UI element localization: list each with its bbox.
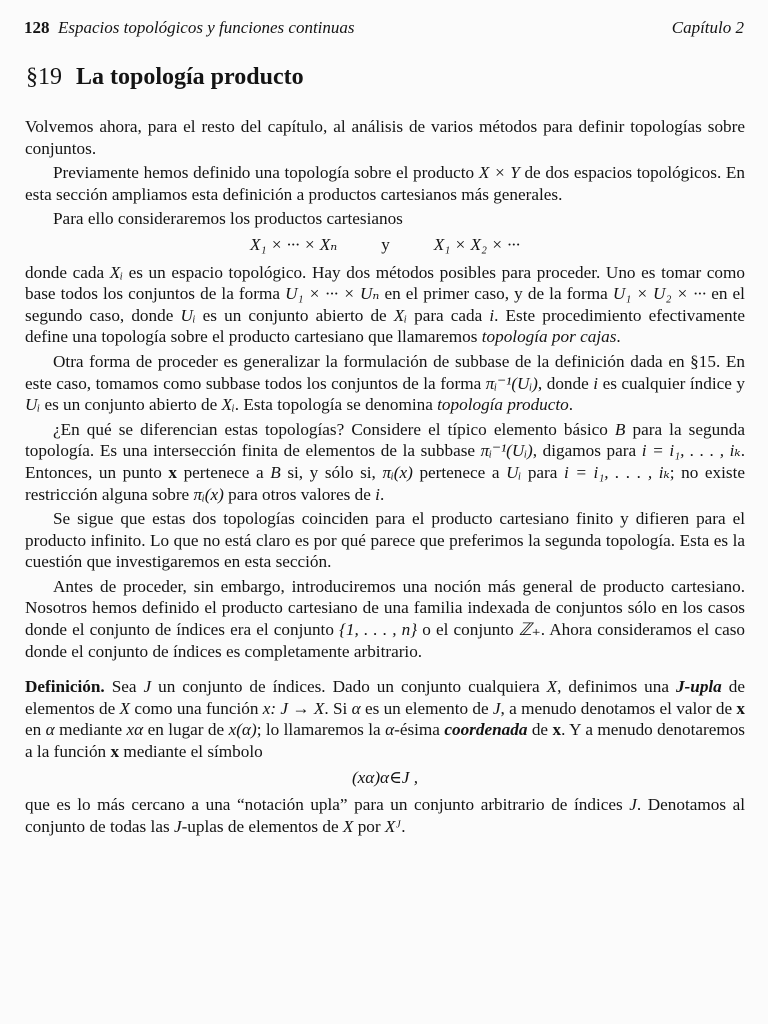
math-inline: i = i₁, . . . , iₖ [641,441,741,461]
text: ; no existe restricción alguna sobre [25,462,746,504]
math-inline: X [342,816,354,836]
math-bold: x [168,462,177,482]
text: . [401,816,406,836]
section-heading [26,64,304,91]
text: pertenece a [177,462,271,482]
text: como una función [130,698,263,718]
text: mediante el símbolo [119,742,263,762]
math-inline: i [593,373,599,393]
text: . [568,395,574,415]
defined-term: topología producto [437,395,569,415]
math-bold: x [110,742,120,762]
text: por [353,816,385,836]
paragraph-7: Se sigue que estas dos topologías coinciden para el producto cartesiano finito y difieren para el producto infinito. Lo que no está claro es por qué parece que preferimos la segunda topología. Esta es la cuestión que investigaremos en esta sección. [25,509,745,572]
math-inline: Xᵢ [393,305,407,325]
math-inline: U₁ × U₂ × ··· [612,284,707,304]
math-inline: Uᵢ [180,305,196,325]
paragraph-1: Volvemos ahora, para el resto del capítulo, al análisis de varios métodos para definir topologías sobre conjuntos. [25,117,745,158]
text: para cada [407,305,490,325]
math-bold: x [736,698,745,718]
text: es un elemento de [360,698,493,718]
math-inline: Xᵢ [221,395,235,415]
display-right: X₁ × X₂ × ··· [433,234,521,254]
math-inline: Xᴶ [384,816,402,836]
math-inline: x: J → X [262,698,325,718]
definition-label: Definición. [25,677,105,697]
text: . Este procedimiento efectivamente define una topología sobre el producto cartesiano que llamaremos [25,305,745,347]
display-equation-2: (xα)α∈J , [351,767,419,787]
math-inline: i = i₁, . . . , iₖ [564,462,670,482]
text: Previamente hemos definido una topología sobre el producto [53,163,479,183]
text: . [616,327,621,347]
section-title: La topología producto [76,64,304,90]
math-inline: ℤ₊ [518,620,541,640]
section-number: §19 [26,64,62,90]
paragraph-8 [25,576,745,662]
math-inline: Uᵢ [506,462,522,482]
paragraph-6 [25,419,745,505]
text: -ésima [394,720,445,740]
math-inline: X × Y [478,163,520,183]
math-inline: X [119,698,131,718]
math-inline: Xᵢ [109,262,123,282]
text: . Esta topología se denomina [234,395,438,415]
text: es un conjunto abierto de [195,305,394,325]
defined-term: coordenada [444,720,528,740]
math-inline: α [45,720,55,740]
text: de [527,720,553,740]
math-inline: J [492,698,501,718]
math-inline: πᵢ⁻¹(Uᵢ) [480,441,533,461]
text: si, y sólo si, [280,462,383,482]
math-inline: i [375,484,380,504]
math-inline: α [385,720,395,740]
paragraph-2 [25,162,745,205]
text: pertenece a [412,462,507,482]
math-bold: x [552,720,562,740]
math-inline: Uᵢ [25,395,41,415]
text: mediante [54,720,127,740]
display-mid: y [381,234,390,254]
text: Sea [104,677,144,697]
text: en [25,720,46,740]
text: es cualquier índice y [598,373,745,393]
math-inline: α [351,698,361,718]
math-inline: {1, . . . , n} [339,620,418,640]
math-inline: X [546,677,558,697]
math-inline: πᵢ(x) [193,484,224,504]
math-inline: xα [126,720,144,740]
text: es un conjunto abierto de [40,395,222,415]
chapter-label: Capítulo 2 [671,18,744,37]
text: o el conjunto [417,620,519,640]
math-inline: J [143,677,152,697]
defined-term: topología por cajas [481,327,617,347]
text: es un espacio topológico. Hay dos métodos posibles para proceder. Uno es tomar como base todos los conjuntos de la forma [25,262,745,304]
math-inline: πᵢ(x) [382,462,413,482]
running-title: Espacios topológicos y funciones continuas [58,18,355,37]
text: , definimos una [557,677,676,697]
text: . Entonces, un punto [25,441,745,482]
math-inline: J [173,816,182,836]
math-inline: i [489,305,495,325]
display-left: X₁ × ··· × Xₙ [249,234,338,254]
text: de dos espacios topológicos. En esta sección ampliamos esta definición a productos cartesianos más generales. [25,163,746,204]
text: , a menudo denotamos el valor de [500,698,737,718]
text: en lugar de [143,720,229,740]
text: para [521,462,564,482]
math-inline: U₁ × ··· × Uₙ [285,284,380,304]
paragraph-4 [25,262,745,348]
text: donde cada [25,262,110,282]
running-header [24,14,744,38]
display-equation-1 [25,234,745,256]
text: . Ahora consideramos el caso donde el conjunto de índices es completamente arbitrario. [25,620,746,661]
text: . Si [324,698,352,718]
text: . Y a menudo denotaremos a la función [25,720,745,762]
text: . [379,484,385,504]
text: Otra forma de proceder es generalizar la formulación de subbase de la definición dada en §15. En este caso, tomamos como subbase todos los conjuntos de la forma [25,351,745,393]
paragraph-9 [25,794,745,837]
text: -uplas de elementos de [181,816,343,836]
math-inline: J [629,795,637,815]
text: para la segunda topología. Es una intersección finita de elementos de la subbase [25,419,745,461]
math-inline: B [270,462,281,482]
page-number: 128 [24,18,50,37]
math-inline: B [614,419,626,439]
header-left [24,18,355,38]
text: un conjunto de índices. Dado un conjunto cualquiera [151,677,547,697]
text: . Denotamos al conjunto de todas las [25,795,745,836]
body-text [25,116,745,840]
text: en el primer caso, y de la forma [379,284,613,304]
text: , digamos para [532,441,642,461]
text: para otros valores de [223,484,376,504]
text: de elementos de [25,677,745,718]
paragraph-5 [25,351,745,416]
text: Antes de proceder, sin embargo, introduciremos una noción más general de producto cartesiano. Nosotros hemos definido el producto cartesiano de una familia indexada de conjuntos sólo en los casos donde el conjunto de índices era el conjunto [25,576,745,640]
text: ¿En qué se diferencian estas topologías? Considere el típico elemento básico [53,419,615,439]
defined-term: J-upla [675,677,722,697]
text: en el segundo caso, donde [25,284,745,325]
text: que es lo más cercano a una “notación upla” para un conjunto arbitrario de índices [25,795,630,815]
definition-paragraph [25,676,745,762]
math-inline: x(α) [228,720,257,740]
paragraph-3: Para ello consideraremos los productos cartesianos [53,209,403,229]
math-inline: πᵢ⁻¹(Uᵢ) [485,373,538,393]
text: ; lo llamaremos la [256,720,386,740]
text: , donde [537,373,594,393]
